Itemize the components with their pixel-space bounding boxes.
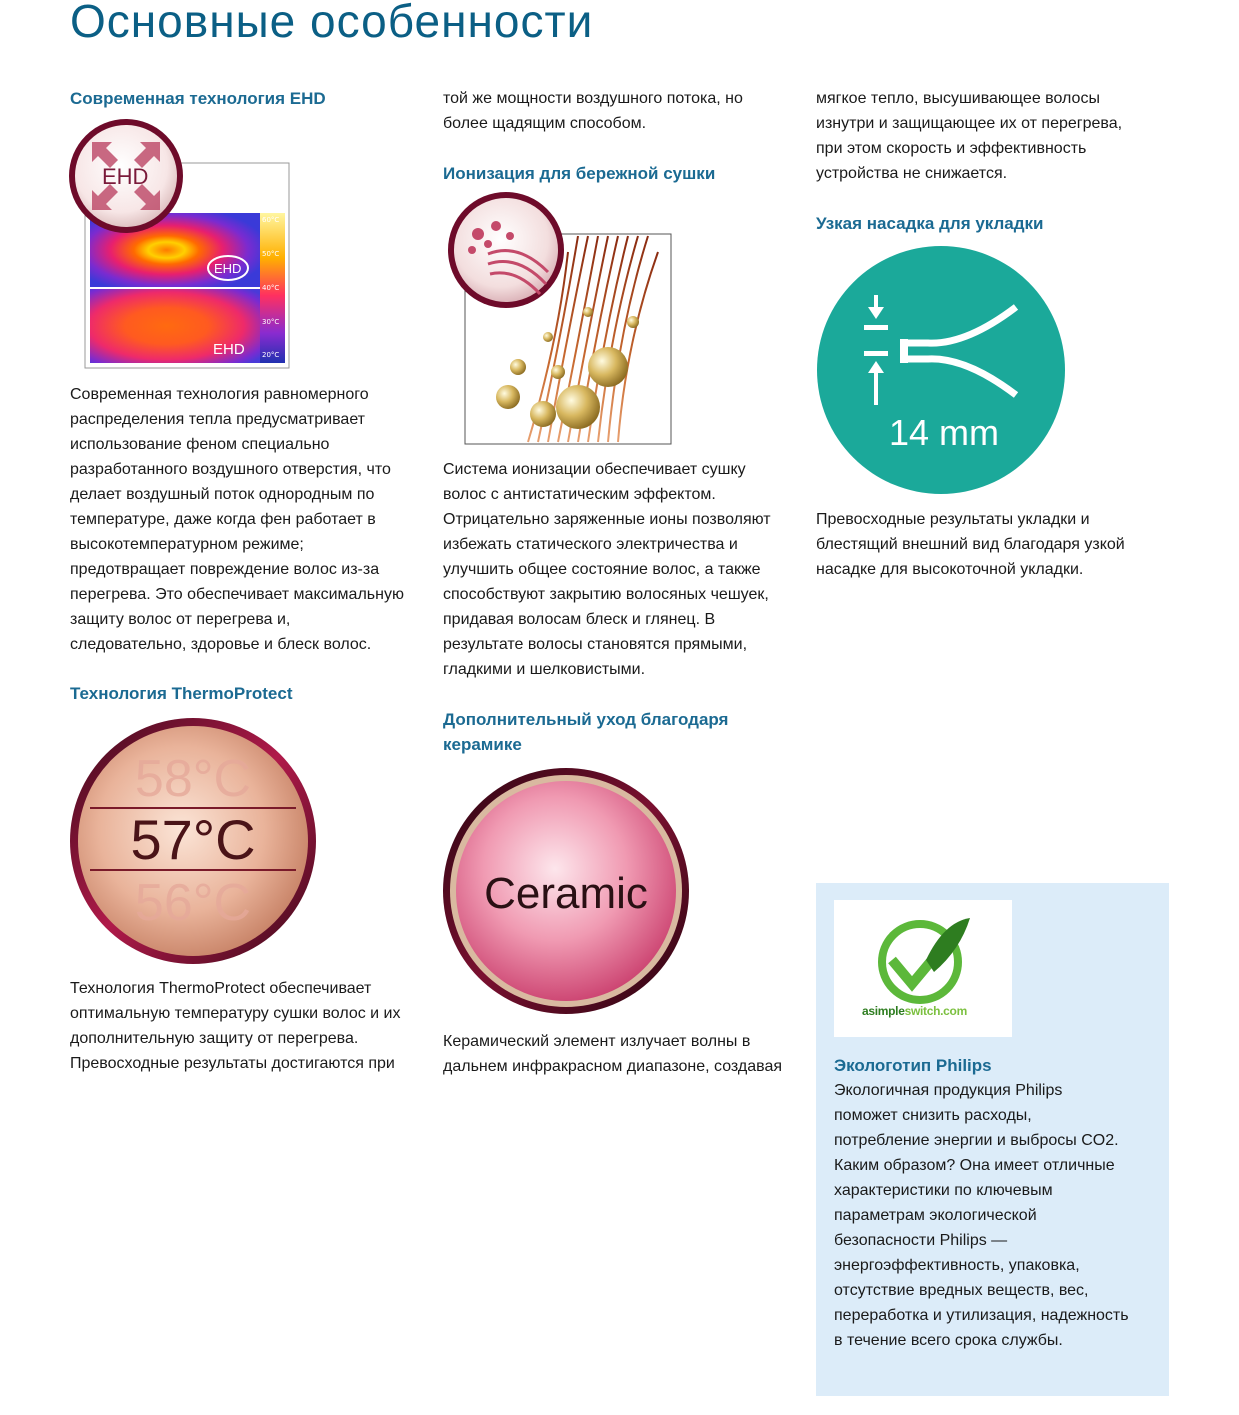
text-line: способствуют закрытию волосяных чешуек, [443,586,769,603]
ceramic-heading [443,707,798,757]
text-line: гладкими и шелковистыми. [443,661,646,678]
text-line: дальнем инфракрасном диапазоне, создавая [443,1058,783,1075]
scale-tick: 50°C [262,250,280,258]
dash-bottom [864,351,888,356]
logo-word-simple: simple [868,1004,905,1018]
dash-top [864,325,888,330]
text-line: Система ионизации обеспечивает сушку [443,461,746,478]
text-line: насадке для высокоточной укладки. [816,561,1084,578]
ehd-thermal-illustration [68,118,293,370]
text-line: мягкое тепло, высушивающее волосы [816,90,1100,107]
text-line: Экологичная продукция Philips [834,1082,1063,1099]
heading-line: Дополнительный уход благодаря [443,710,729,729]
temp-57: 57°C [130,808,256,871]
temp-58: 58°C [134,750,252,808]
text-line: Каким образом? Она имеет отличные [834,1157,1115,1174]
eco-heading: Экологотип Philips [834,1056,992,1075]
page-title: Основные особенности [70,0,594,47]
text-line: параметрам экологической [834,1207,1037,1224]
text-line: устройства не снижается. [816,165,1008,182]
text-line: придавая волосам блеск и глянец. В [443,611,716,628]
text-line: разработанного воздушного отверстия, что [70,461,391,478]
text-line: оптимальную температуру сушки волос и их [70,1005,401,1022]
text-line: энергоэффективность, упаковка, [834,1257,1080,1274]
nozzle-badge [816,245,1066,495]
eco-paragraph [834,1078,1154,1353]
text-line: Превосходные результаты достигаются при [70,1055,395,1072]
text-line: безопасности Philips — [834,1232,1008,1249]
text-line: переработка и утилизация, надежность [834,1307,1129,1324]
text-line: характеристики по ключевым [834,1182,1053,1199]
scale-tick: 60°C [262,216,280,224]
text-line: более щадящим способом. [443,115,647,132]
text-line: следовательно, здоровье и блеск волос. [70,636,372,653]
logo-word-switch: switch.com [904,1004,967,1018]
ceramic-badge-label: Ceramic [484,869,648,918]
scale-tick: 30°C [262,318,280,326]
ehd-badge-label: EHD [102,164,149,189]
ionization-illustration [448,192,673,446]
text-line: в течение всего срока службы. [834,1332,1063,1349]
temp-56: 56°C [134,874,252,932]
text-line: поможет снизить расходы, [834,1107,1032,1124]
ehd-heading: Современная технология EHD [70,89,326,108]
text-line: избежать статического электричества и [443,536,738,553]
text-line: Технология ThermoProtect обеспечивает [70,980,372,997]
text-line: волос с антистатическим эффектом. [443,486,716,503]
ionization-heading: Ионизация для бережной сушки [443,164,716,183]
text-line: дополнительную защиту от перегрева. [70,1030,359,1047]
logo-word-a: a [862,1004,869,1018]
thermoprotect-paragraph [70,976,425,1076]
scale-tick: 40°C [262,284,280,292]
text-line: Современная технология равномерного [70,386,369,403]
thermoprotect-badge [68,716,320,966]
asimpleswitch-logo [834,900,1012,1037]
text-line: изнутри и защищающее их от перегрева, [816,115,1123,132]
nozzle-size-label: 14 mm [888,412,1000,453]
ceramic-paragraph [443,1029,798,1079]
ehd-paragraph [70,382,425,657]
ionization-paragraph [443,457,798,682]
text-line: высокотемпературном режиме; [70,536,304,553]
thermal-label-bottom: EHD [213,341,245,358]
text-line: Керамический элемент излучает волны в [443,1033,751,1050]
heading-line: керамике [443,735,522,754]
text-line: при этом скорость и эффективность [816,140,1087,157]
text-line: улучшить общее состояние волос, а также [443,561,761,578]
text-line: предотвращает повреждение волос из-за [70,561,380,578]
text-line: результате волосы становятся прямыми, [443,636,748,653]
text-line: распределения тепла предусматривает [70,411,366,428]
logo-wordmark [862,1004,967,1018]
continuation-col3-paragraph [816,86,1166,186]
text-line: Превосходные результаты укладки и [816,511,1090,528]
text-line: отсутствие вредных веществ, вес, [834,1282,1089,1299]
nozzle-heading: Узкая насадка для укладки [816,214,1044,233]
text-line: делает воздушный поток однородным по [70,486,375,503]
text-line: использование феном специально [70,436,330,453]
text-line: перегрева. Это обеспечивает максимальную [70,586,404,603]
text-line: защиту волос от перегрева и, [70,611,291,628]
text-line: температуре, даже когда фен работает в [70,511,376,528]
text-line: Отрицательно заряженные ионы позволяют [443,511,771,528]
text-line: той же мощности воздушного потока, но [443,90,743,107]
text-line: блестящий внешний вид благодаря узкой [816,536,1125,553]
thermoprotect-heading: Технология ThermoProtect [70,684,293,703]
thermal-label-top: EHD [214,261,242,276]
text-line: потребление энергии и выбросы CO2. [834,1132,1119,1149]
nozzle-paragraph [816,507,1166,582]
ceramic-badge [441,768,693,1018]
continuation-paragraph [443,86,798,136]
scale-tick: 20°C [262,351,280,359]
